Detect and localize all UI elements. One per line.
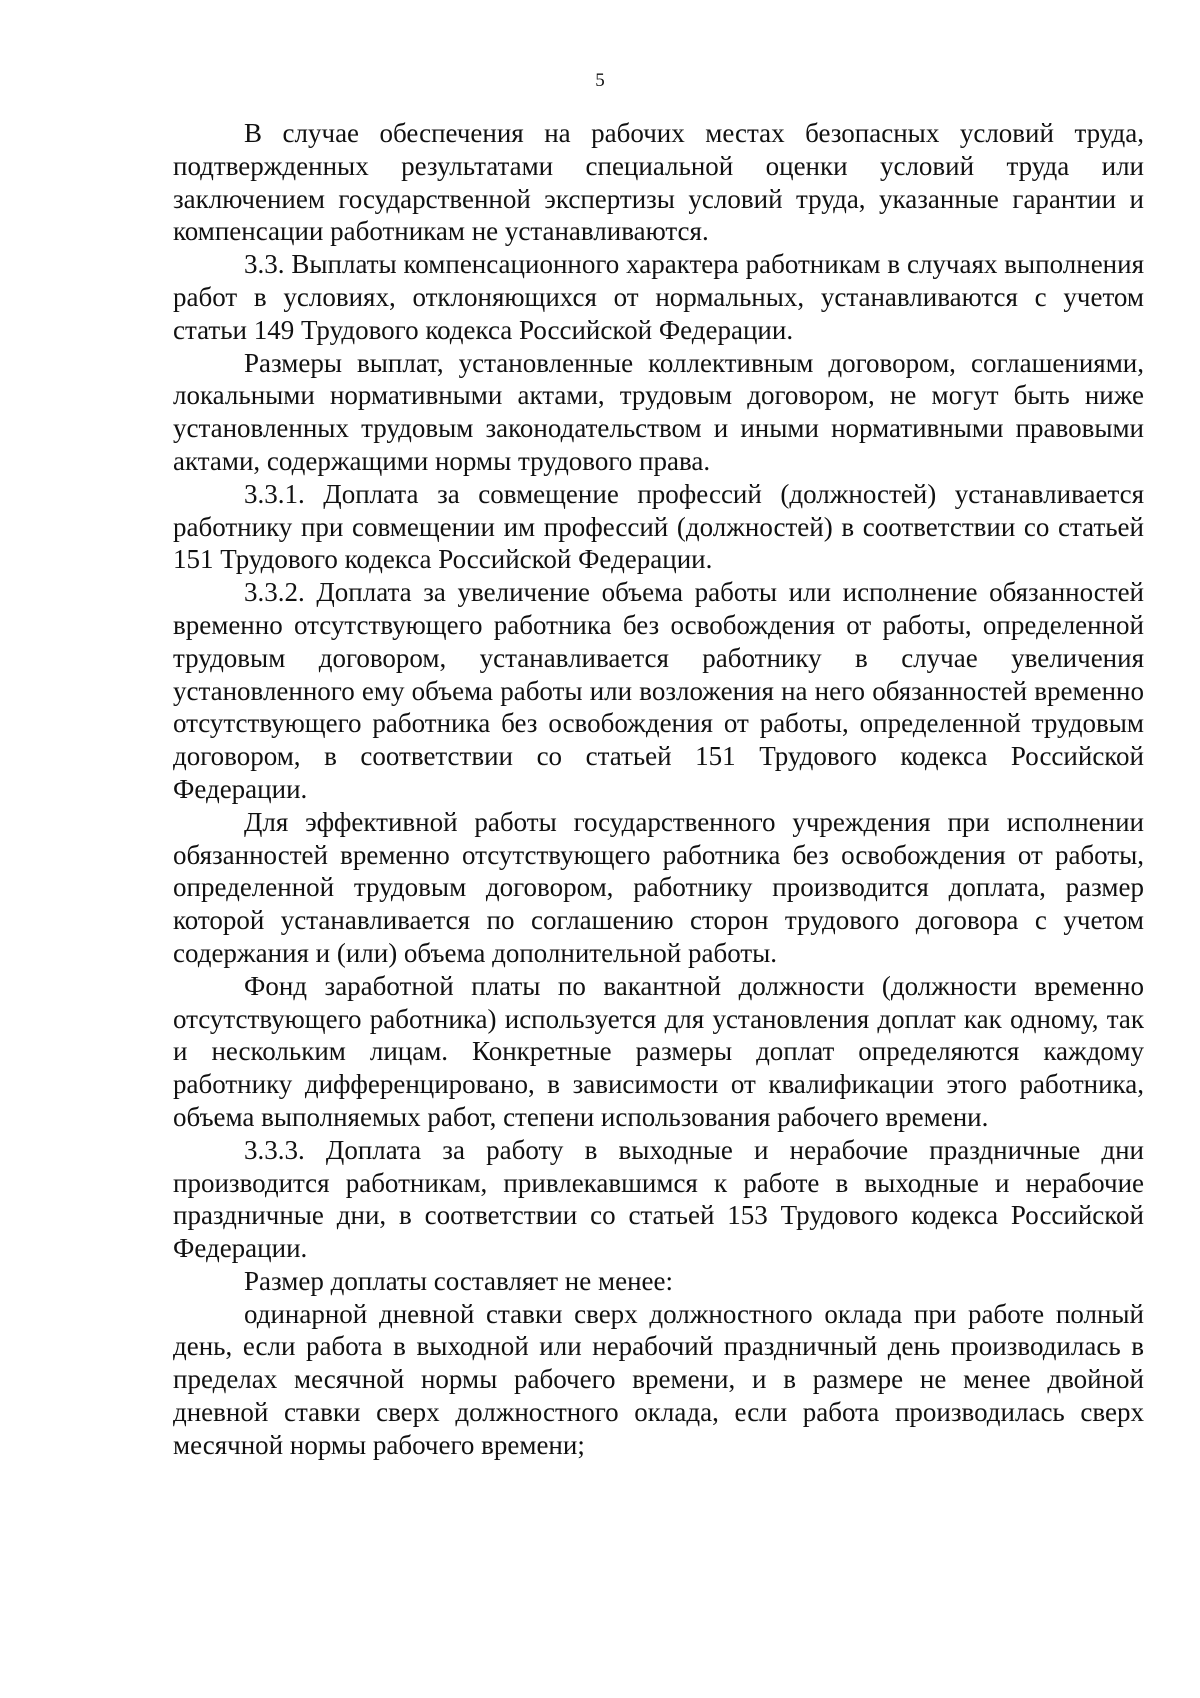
paragraph: Фонд заработной платы по вакантной должности (должности временно отсутствующего работника) используется для установления доплат как одному, так и нескольким лицам. Конкретные размеры доплат определяются каждому работнику дифференцировано, в зависимости от квалификации этого работника, объема выполняемых работ, степени использования рабочего времени. [173,970,1144,1132]
document-body [173,117,1144,1462]
paragraph: Размеры выплат, установленные коллективным договором, соглашениями, локальными нормативными актами, трудовым договором, не могут быть ниже установленных трудовым законодательством и иными нормативными правовыми актами, содержащими нормы трудового права. [173,347,1144,476]
paragraph: 3.3.2. Доплата за увеличение объема работы или исполнение обязанностей временно отсутствующего работника без освобождения от работы, определенной трудовым договором, устанавливается работнику в случае увеличения установленного ему объема работы или возложения на него обязанностей временно отсутствующего работника без освобождения от работы, определенной трудовым договором, в соответствии со статьей 151 Трудового кодекса Российской Федерации. [173,577,1144,804]
paragraph: Размер доплаты составляет не менее: [244,1265,673,1296]
paragraph: одинарной дневной ставки сверх должностного оклада при работе полный день, если работа в выходной или нерабочий праздничный день производилась в пределах месячной нормы рабочего времени, и в размере не менее двойной дневной ставки сверх должностного оклада, если работа производилась сверх месячной нормы рабочего времени; [173,1298,1144,1460]
paragraph: 3.3.1. Доплата за совмещение профессий (должностей) устанавливается работнику при совмещении им профессий (должностей) в соответствии со статьей 151 Трудового кодекса Российской Федерации. [173,478,1144,575]
page-number: 5 [595,70,605,91]
paragraph: Для эффективной работы государственного учреждения при исполнении обязанностей временно отсутствующего работника без освобождения от работы, определенной трудовым договором, работнику производится доплата, размер которой устанавливается по соглашению сторон трудового договора с учетом содержания и (или) объема дополнительной работы. [173,806,1144,968]
paragraph: 3.3. Выплаты компенсационного характера работникам в случаях выполнения работ в условиях, отклоняющихся от нормальных, устанавливаются с учетом статьи 149 Трудового кодекса Российской Федерации. [173,249,1144,345]
paragraph: 3.3.3. Доплата за работу в выходные и нерабочие праздничные дни производится работникам, привлекавшимся к работе в выходные и нерабочие праздничные дни, в соответствии со статьей 153 Трудового кодекса Российской Федерации. [173,1134,1144,1264]
paragraph: В случае обеспечения на рабочих местах безопасных условий труда, подтвержденных результатами специальной оценки условий труда или заключением государственной экспертизы условий труда, указанные гарантии и компенсации работникам не устанавливаются. [173,118,1144,247]
